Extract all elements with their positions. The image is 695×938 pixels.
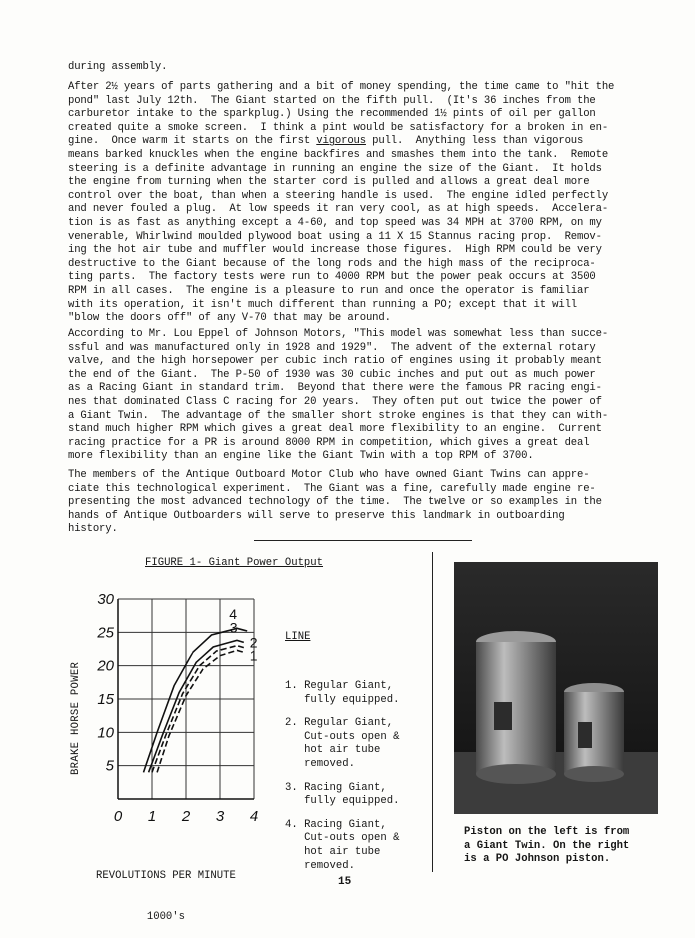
legend-item — [285, 717, 399, 771]
paragraph-conclusion — [68, 469, 654, 537]
vertical-divider — [432, 552, 433, 872]
text-line: nes that dominated Class C racing for 20 years. They often put out twice the power of — [68, 395, 602, 408]
legend-item-line: Cut-outs open & — [285, 832, 400, 845]
text-line: gine. Once warm it starts on the first vigorous pull. Anything less than vigorous — [68, 135, 584, 148]
text-line: the end of the Giant. The P-50 of 1930 was 30 cubic inches and put out as much power — [68, 368, 596, 381]
legend-item-line: 2. Regular Giant, — [285, 717, 394, 730]
text-line: destructive to the Giant because of the long rods and the high mass of the reciproca- — [68, 257, 596, 270]
giant-piston — [476, 642, 556, 774]
x-axis-title — [96, 843, 236, 938]
legend-item-line: removed. — [285, 757, 355, 770]
pistons-photo — [454, 562, 658, 814]
text-line: valve, and the high horsepower per cubic inch ratio of engines using it probably meant — [68, 355, 602, 368]
section-divider — [254, 540, 472, 541]
series-label: 4 — [229, 606, 237, 622]
text-line: According to Mr. Lou Eppel of Johnson Motors, "This model was somewhat less than succe- — [68, 328, 609, 340]
photo-caption-line: Piston on the left is from — [464, 826, 630, 838]
y-tick-label: 10 — [97, 724, 114, 742]
legend-item — [285, 782, 399, 809]
series-label: 3 — [229, 619, 238, 636]
y-axis-title: BRAKE HORSE POWER — [70, 661, 82, 775]
y-tick-label: 5 — [105, 757, 114, 775]
y-tick-label: 25 — [97, 624, 114, 642]
text-line: The members of the Antique Outboard Motor Club who have owned Giant Twins can appre- — [68, 469, 590, 481]
text-line: with its operation, it isn't much different than running a PO; except that it will — [68, 298, 577, 311]
x-tick-label: 1 — [147, 808, 157, 825]
figure-caption: FIGURE 1- Giant Power Output — [145, 557, 324, 569]
text-line: means barked knuckles when the engine backfires and smashes them into the tank. Remote — [68, 148, 609, 161]
text-line: hands of Antique Outboarders will serve to preserve this landmark in outboarding — [68, 509, 565, 522]
text-line: tion is as fast as anything except a 4-60, and top speed was 34 MPH at 3700 RPM, on my — [68, 216, 602, 229]
legend-item-line: 3. Racing Giant, — [285, 781, 387, 794]
y-tick-label: 20 — [97, 657, 114, 675]
text-line: the engine from turning when the starter cord is pulled and allows a great deal more — [68, 176, 590, 189]
text-line: After 2½ years of parts gathering and a bit of money spending, the time came to "hit the — [68, 81, 615, 93]
emphasis-vigorous: vigorous — [316, 135, 366, 148]
legend-item-line: 4. Racing Giant, — [285, 818, 387, 831]
page-number: 15 — [338, 876, 352, 888]
x-tick-label: 4 — [249, 808, 259, 825]
text-line: ciate this technological experiment. The Giant was a fine, carefully made engine re- — [68, 482, 596, 495]
text-line: and never fouled a plug. At low speeds it ran very cool, as at high speeds. Accelera- — [68, 203, 609, 216]
x-tick-label: 0 — [113, 808, 123, 825]
legend-item — [285, 680, 399, 707]
photo-caption — [464, 826, 629, 867]
x-tick-label: 2 — [181, 808, 191, 825]
text-line: presenting the most advanced technology of the time. The twelve or so examples in the — [68, 496, 602, 509]
text-line: "blow the doors off" of any V-70 that may be around. — [68, 312, 391, 325]
legend-item-line: 1. Regular Giant, — [285, 679, 394, 692]
x-tick-label: 3 — [215, 808, 225, 825]
text-line: control over the boat, than when a steering handle is used. The engine idled perfectly — [68, 189, 609, 202]
legend-item-line: hot air tube — [285, 845, 381, 858]
paragraph-history — [68, 328, 654, 464]
legend-items — [285, 680, 399, 873]
photo-caption-line: a Giant Twin. On the right — [464, 839, 630, 852]
legend-header: LINE — [285, 631, 311, 644]
legend-item-line: fully equipped. — [285, 795, 400, 808]
text-line: carburetor intake to the sparkplug.) Using the recommended 1½ pints of oil per gallon — [68, 108, 596, 121]
legend-item-line: removed. — [285, 859, 355, 872]
series-line-4 — [144, 628, 248, 772]
text-line: more flexibility than an engine like the Giant Twin with a top RPM of 3700. — [68, 450, 534, 463]
series-line-1 — [157, 650, 244, 772]
text-line: steering is a definite advantage in running an engine the size of the Giant. It holds — [68, 162, 602, 175]
series-label: 1 — [249, 647, 258, 664]
legend-item-line: Cut-outs open & — [285, 730, 400, 743]
text-line: created quite a smoke screen. I think a pint would be satisfactory for a broken in en- — [68, 121, 609, 134]
series-label: 2 — [249, 634, 258, 651]
text-line: ssful and was manufactured only in 1928 and 1929". The advent of the external rotary — [68, 341, 596, 354]
photo-caption-line: is a PO Johnson piston. — [464, 853, 611, 866]
text-line: pond" last July 12th. The Giant started on the fifth pull. (It's 36 inches from the — [68, 94, 596, 107]
x-axis-title-line2: 1000's — [146, 910, 186, 923]
x-axis-title-line1: REVOLUTIONS PER MINUTE — [96, 870, 236, 883]
text-line: as a Racing Giant in standard trim. Beyond that there were the famous PR racing engi- — [68, 382, 602, 395]
text-line: racing practice for a PR is around 8000 RPM in competition, which gives a great deal — [68, 436, 590, 449]
paragraph-running — [68, 81, 654, 326]
text-line: history. — [68, 523, 118, 536]
text-line: venerable, Whirlwind moulded plywood boat using a 11 X 15 Stannus racing prop. Remov- — [68, 230, 602, 243]
text-line: during assembly. — [68, 61, 168, 73]
text-line: ting parts. The factory tests were run to 4000 RPM but the power peak occurs at 3500 — [68, 271, 596, 284]
y-tick-label: 30 — [97, 591, 114, 608]
text-line: RPM in all cases. The engine is a pleasure to run and once the operator is familiar — [68, 284, 590, 297]
text-line: a Giant Twin. The advantage of the smaller short stroke engines is that they can with- — [68, 409, 609, 422]
chart-legend — [285, 604, 399, 897]
text-line: ing the hot air tube and muffler would increase those figures. High RPM could be very — [68, 244, 602, 257]
power-output-chart — [60, 585, 280, 840]
text-line: stand much higher RPM which gives a great deal more flexibility to an engine. Current — [68, 423, 602, 436]
po-piston — [564, 692, 624, 774]
y-tick-label: 15 — [97, 691, 114, 708]
paragraph-intro — [68, 61, 654, 75]
legend-item — [285, 819, 399, 873]
legend-item-line: hot air tube — [285, 744, 381, 757]
legend-item-line: fully equipped. — [285, 693, 400, 706]
